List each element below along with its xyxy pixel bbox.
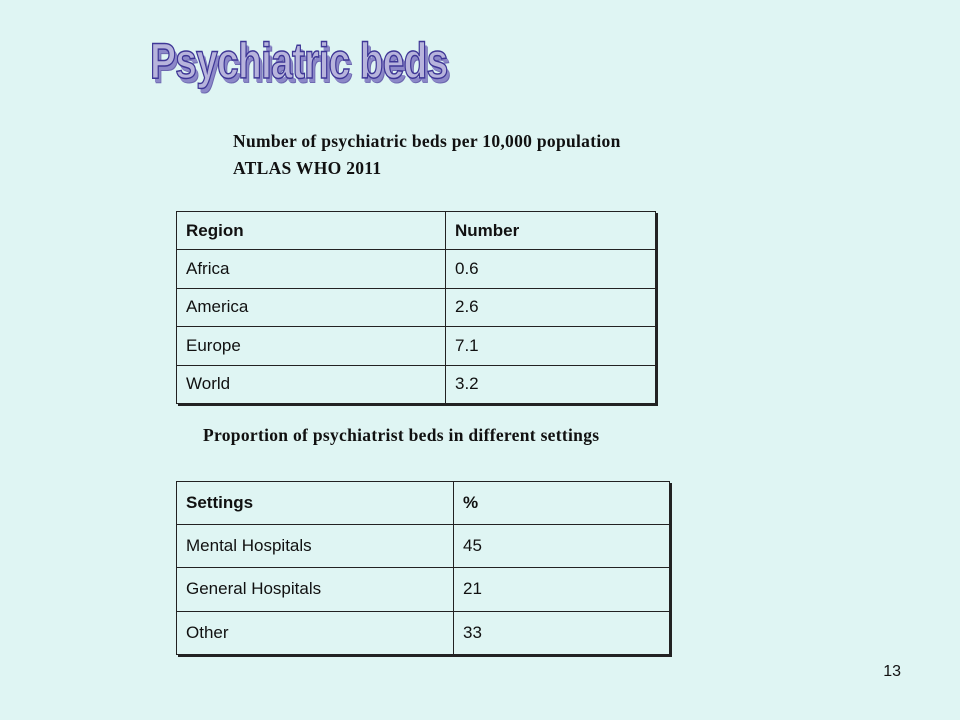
table-row: [177, 525, 670, 568]
region-cell: World: [177, 365, 446, 403]
column-header-settings: Settings: [177, 482, 454, 525]
table-header-row: [177, 212, 656, 250]
settings-table: [176, 481, 670, 655]
percent-cell: 45: [454, 525, 670, 568]
table-row: [177, 288, 656, 326]
section-title: Proportion of psychiatrist beds in different settings: [203, 425, 600, 445]
number-cell: 3.2: [446, 365, 656, 403]
table-row: [177, 365, 656, 403]
number-cell: 2.6: [446, 288, 656, 326]
column-header-number: Number: [446, 212, 656, 250]
table-caption-line-2: ATLAS WHO 2011: [233, 158, 382, 178]
setting-cell: Mental Hospitals: [177, 525, 454, 568]
slide-title: Psychiatric beds: [150, 33, 448, 89]
regions-table: [176, 211, 656, 404]
percent-cell: 21: [454, 568, 670, 611]
percent-cell: 33: [454, 611, 670, 654]
region-cell: Europe: [177, 327, 446, 365]
table-header-row: [177, 482, 670, 525]
region-cell: America: [177, 288, 446, 326]
region-cell: Africa: [177, 250, 446, 288]
setting-cell: Other: [177, 611, 454, 654]
column-header-percent: %: [454, 482, 670, 525]
table-row: [177, 568, 670, 611]
column-header-region: Region: [177, 212, 446, 250]
table-row: [177, 250, 656, 288]
number-cell: 7.1: [446, 327, 656, 365]
table-row: [177, 327, 656, 365]
table-caption-line-1: Number of psychiatric beds per 10,000 population: [233, 131, 621, 151]
setting-cell: General Hospitals: [177, 568, 454, 611]
page-number: 13: [883, 663, 901, 680]
number-cell: 0.6: [446, 250, 656, 288]
table-row: [177, 611, 670, 654]
